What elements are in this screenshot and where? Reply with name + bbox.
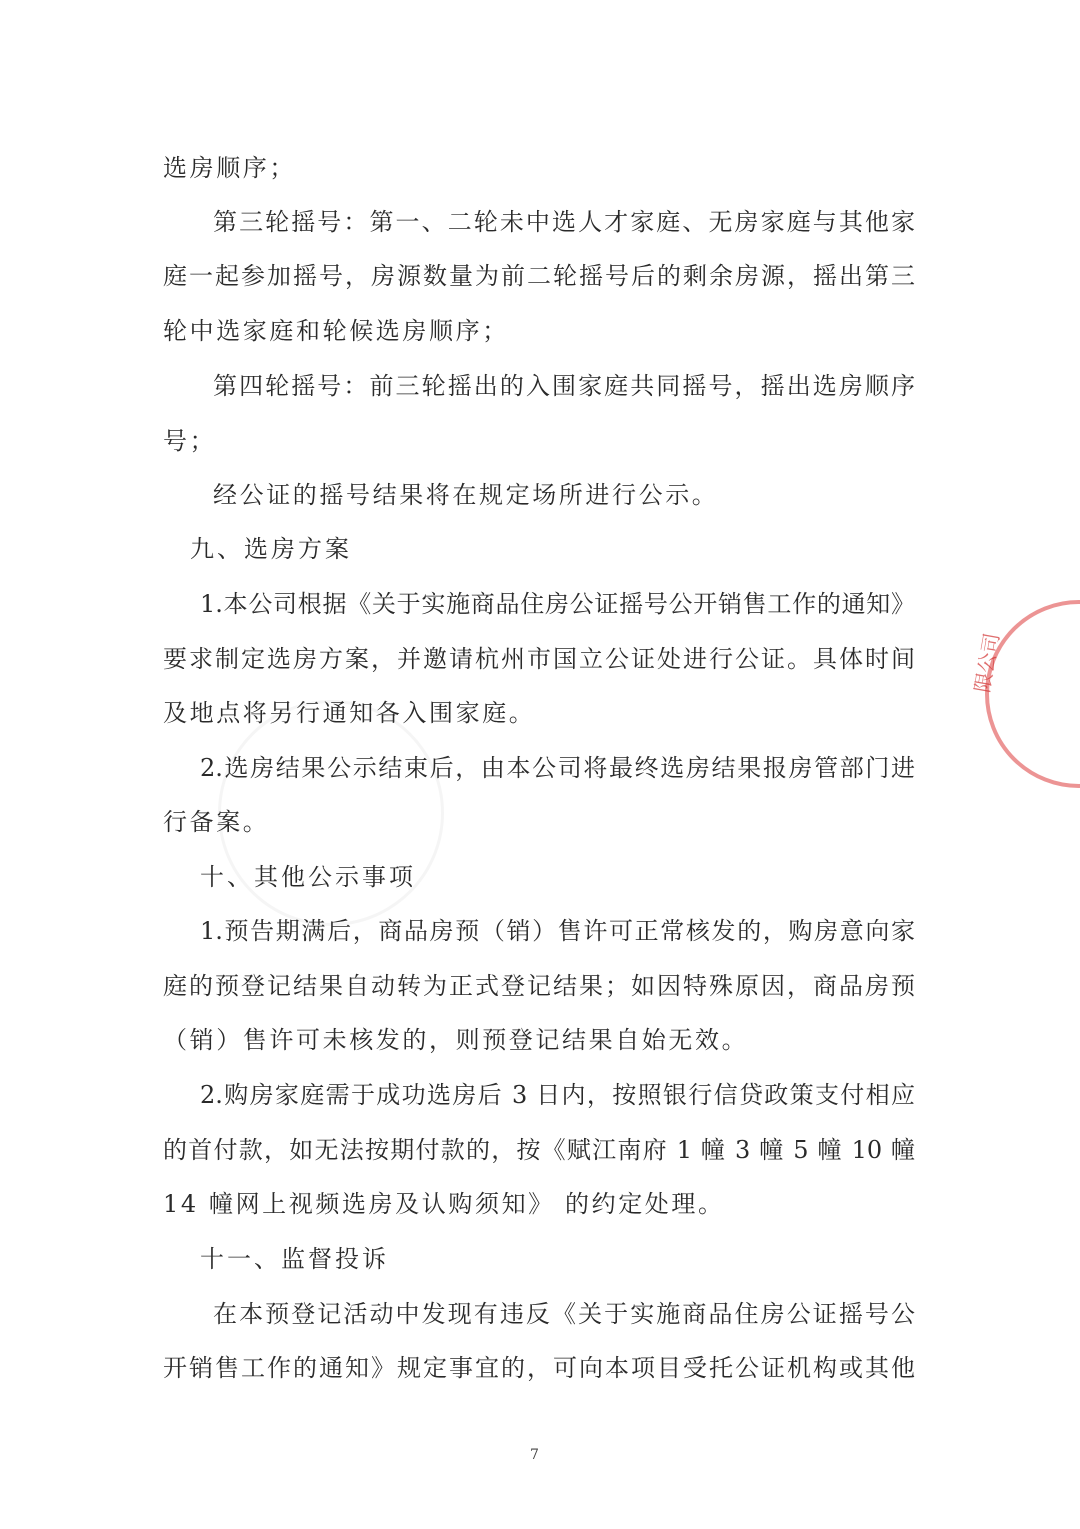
body-line: 轮中选家庭和轮候选房顺序； [163,317,509,345]
section-heading-10: 十、其他公示事项 [200,863,416,891]
body-line: （销）售许可未核发的，则预登记结果自始无效。 [163,1026,749,1054]
body-line: 第三轮摇号：第一、二轮未中选人才家庭、无房家庭与其他家 [213,208,915,236]
body-line: 号； [163,427,217,455]
section-heading-9: 九、选房方案 [190,535,352,563]
body-line: 庭一起参加摇号，房源数量为前二轮摇号后的剩余房源，摇出第三 [163,262,915,290]
body-line: 开销售工作的通知》规定事宜的，可向本项目受托公证机构或其他 [163,1354,915,1382]
body-line: 14 幢网上视频选房及认购须知》 的约定处理。 [163,1190,725,1218]
body-line: 及地点将另行通知各入围家庭。 [163,699,536,727]
red-seal-stamp [985,600,1080,788]
body-line: 要求制定选房方案，并邀请杭州市国立公证处进行公证。具体时间 [163,645,915,673]
body-line: 选房顺序； [163,154,296,182]
red-seal-text: 限公司 [969,631,1005,695]
body-line: 第四轮摇号：前三轮摇出的入围家庭共同摇号，摇出选房顺序 [213,372,915,400]
page-number: 7 [530,1447,539,1463]
body-line: 经公证的摇号结果将在规定场所进行公示。 [213,481,719,509]
body-line: 的首付款，如无法按期付款的，按《赋江南府 1 幢 3 幢 5 幢 10 幢 [163,1136,915,1164]
body-line: 2.选房结果公示结束后，由本公司将最终选房结果报房管部门进 [200,754,915,782]
body-line: 行备案。 [163,808,270,836]
body-line: 庭的预登记结果自动转为正式登记结果；如因特殊原因，商品房预 [163,972,915,1000]
body-line: 1.本公司根据《关于实施商品住房公证摇号公开销售工作的通知》 [200,590,915,618]
section-heading-11: 十一、监督投诉 [200,1245,389,1273]
body-line: 在本预登记活动中发现有违反《关于实施商品住房公证摇号公 [213,1300,915,1328]
body-line: 1.预告期满后，商品房预（销）售许可正常核发的，购房意向家 [200,917,915,945]
body-line: 2.购房家庭需于成功选房后 3 日内，按照银行信贷政策支付相应 [200,1081,915,1109]
